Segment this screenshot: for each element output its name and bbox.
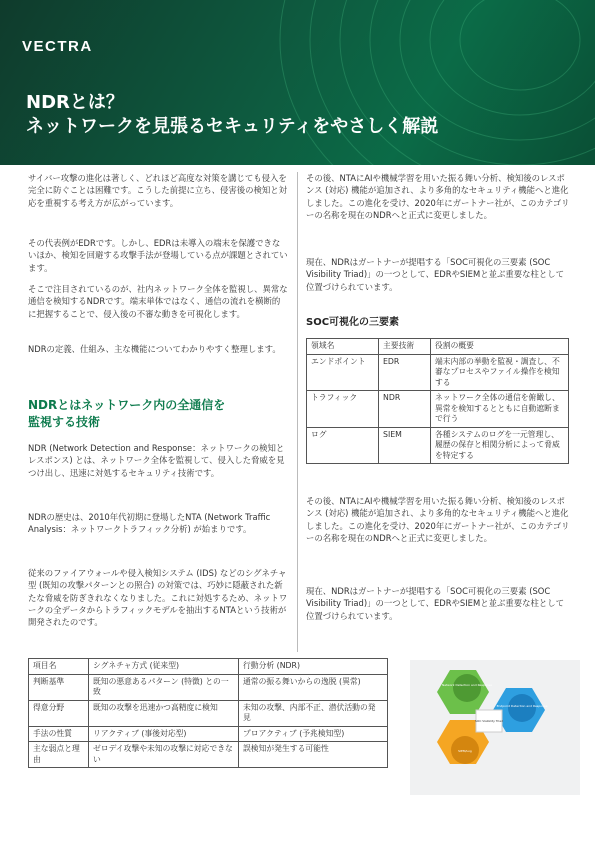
soc-label: SOC Visibility Triad: [474, 719, 504, 723]
table-header-cell: 行動分析 (NDR): [239, 659, 388, 675]
vectra-logo: VECTRA: [22, 38, 93, 55]
table-cell: 既知の悪意あるパターン (特徴) との一致: [89, 674, 239, 700]
table-cell: エンドポイント: [307, 354, 379, 391]
table-row: [29, 674, 388, 700]
table-cell: ネットワーク全体の通信を俯瞰し、異常を検知するとともに自動遮断まで行う: [431, 391, 569, 428]
table-cell: 誤検知が発生する可能性: [239, 742, 388, 768]
table-cell: 未知の攻撃、内部不正、潜伏活動の発見: [239, 700, 388, 726]
table-cell: 既知の攻撃を迅速かつ高精度に検知: [89, 700, 239, 726]
edr-circle: [508, 694, 536, 722]
section-heading-line2: 監視する技術: [28, 415, 101, 429]
table-header-cell: 主要技術: [379, 339, 431, 355]
table-cell: 通常の振る舞いからの逸脱 (異常): [239, 674, 388, 700]
soc-triad-paragraph-repeat: 現在、NDRはガートナーが提唱する「SOC可視化の三要素 (SOC Visibility Triad)」の一つとして、EDRやSIEMと並ぶ重要な柱として位置づけられています。: [306, 586, 564, 621]
table-cell: 主な弱点と理由: [29, 742, 89, 768]
column-divider: [297, 172, 298, 652]
ndr-history-paragraph: NDRの歴史は、2010年代初期に登場したNTA (Network Traffic Analysis：ネットワークトラフィック分析) が始まりです。: [28, 512, 271, 535]
soc-triad-paragraph: 現在、NDRはガートナーが提唱する「SOC可視化の三要素 (SOC Visibility Triad)」の一つとして、EDRやSIEMと並ぶ重要な柱として位置づけられています。: [306, 257, 564, 292]
soc-triad-hexagons: [410, 660, 580, 795]
table-header-cell: シグネチャ方式 (従来型): [89, 659, 239, 675]
table-cell: 端末内部の挙動を監視・調査し、不審なプロセスやファイル操作を検知する: [431, 354, 569, 391]
edr-label: Endpoint Detection and Response: [496, 704, 548, 708]
table-row: [29, 726, 388, 742]
table-cell: 手法の性質: [29, 726, 89, 742]
intro-paragraph-1: サイバー攻撃の進化は著しく、どれほど高度な対策を講じても侵入を完全に防ぐことは困難です。こうした前提に立ち、侵害後の検知と対応を重視する考え方が広がっています。: [28, 173, 287, 208]
table-header-cell: 領域名: [307, 339, 379, 355]
page-title-line1: NDRとは？: [26, 92, 124, 113]
table-cell: プロアクティブ (予兆検知型): [239, 726, 388, 742]
evolution-paragraph-repeat: その後、NTAにAIや機械学習を用いた振る舞い分析、検知後のレスポンス (対応) 機能が追加され、より多角的なセキュリティ機能へと進化しました。この進化を受け、2020年にガートナー社が、このカテゴリーの名称を現在のNDRへと正式に変更しました。: [306, 496, 570, 543]
signature-limit-paragraph: 従来のファイアウォールや侵入検知システム (IDS) などのシグネチャ型 (既知の攻撃パターンとの照合) の対策では、巧妙に隠蔽された新たな脅威を防ぎきれなくなりました。これに対処するため、ネットワークの全データからトラフィックモデルを抽出するNTAという技術が開発されたのです。: [28, 568, 288, 628]
table-row: [307, 354, 569, 391]
table-cell: リアクティブ (事後対応型): [89, 726, 239, 742]
soc-triad-diagram: [410, 660, 580, 795]
table-cell: トラフィック: [307, 391, 379, 428]
siem-label: SIEM/Log: [458, 749, 472, 753]
table-header-cell: 役割の概要: [431, 339, 569, 355]
table-header-row: [307, 339, 569, 355]
table-cell: 得意分野: [29, 700, 89, 726]
table-cell: NDR: [379, 391, 431, 428]
comparison-table: [28, 658, 388, 768]
intro-paragraph-4: NDRの定義、仕組み、主な機能についてわかりやすく整理します。: [28, 344, 281, 354]
table-cell: ゼロデイ攻撃や未知の攻撃に対応できない: [89, 742, 239, 768]
ndr-circle: [453, 674, 481, 702]
ndr-label: Network Detection and Response: [441, 683, 493, 687]
table-cell: 判断基準: [29, 674, 89, 700]
section-heading-line1: NDRとはネットワーク内の全通信を: [28, 398, 226, 412]
section-heading: [28, 397, 288, 431]
hero-wave-pattern: [0, 0, 595, 165]
soc-triad-table: [306, 338, 569, 464]
page-title-line2: ネットワークを見張るセキュリティをやさしく解説: [26, 116, 439, 137]
table-cell: ログ: [307, 427, 379, 464]
table-cell: 各種システムのログを一元管理し、履歴の保存と相関分析によって脅威を特定する: [431, 427, 569, 464]
table-header-cell: 項目名: [29, 659, 89, 675]
intro-paragraph-2: その代表例がEDRです。しかし、EDRは未導入の端末を保護できないほか、検知を回避する攻撃手法が登場している点が課題とされています。: [28, 238, 288, 273]
evolution-paragraph: その後、NTAにAIや機械学習を用いた振る舞い分析、検知後のレスポンス (対応) 機能が追加され、より多角的なセキュリティ機能へと進化しました。この進化を受け、2020年にガートナー社が、このカテゴリーの名称を現在のNDRへと正式に変更しました。: [306, 173, 570, 220]
table-cell: EDR: [379, 354, 431, 391]
table-cell: SIEM: [379, 427, 431, 464]
ndr-definition-paragraph: NDR (Network Detection and Response：ネットワークの検知とレスポンス) とは、ネットワーク全体を監視して、侵入した脅威を見つけ出し、迅速に対処するセキュリティ技術です。: [28, 443, 285, 478]
table-row: [29, 742, 388, 768]
soc-table-heading: SOC可視化の三要素: [306, 317, 400, 328]
hero-banner: [0, 0, 595, 165]
table-row: [307, 427, 569, 464]
intro-paragraph-3: そこで注目されているのが、社内ネットワーク全体を監視し、異常な通信を検知するNDRです。端末単体ではなく、通信の流れを横断的に把握することで、侵入後の不審な動きを可視化します。: [28, 284, 288, 319]
table-row: [29, 700, 388, 726]
table-header-row: [29, 659, 388, 675]
table-row: [307, 391, 569, 428]
